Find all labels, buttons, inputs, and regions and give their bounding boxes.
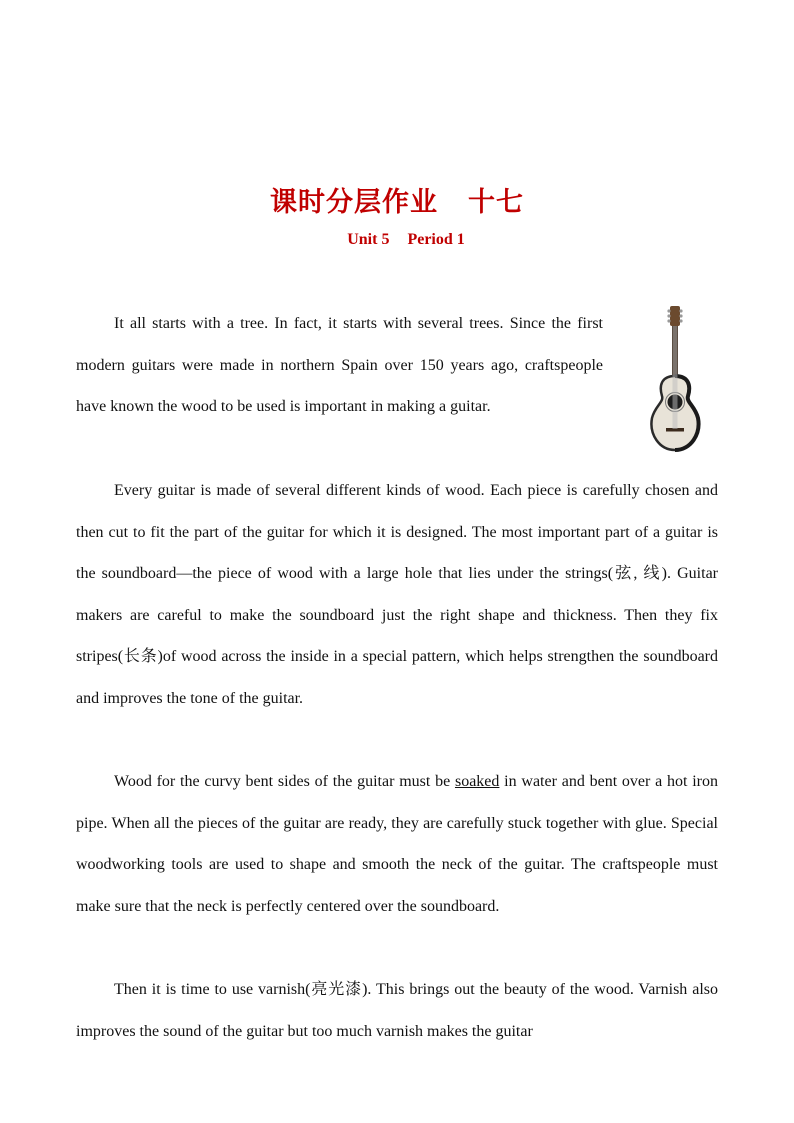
- guitar-icon: [643, 304, 707, 452]
- title-main: 课时分层作业: [270, 187, 438, 218]
- subtitle-period: Period 1: [407, 231, 465, 248]
- underlined-word: soaked: [454, 773, 500, 790]
- paragraph-4: Then it is time to use varnish(亮光漆). This brings out the beauty of the wood. Varnish also improves the sound of the guitar but too much varnish makes the guitar: [76, 981, 718, 1040]
- paragraph-2: Every guitar is made of several different kinds of wood. Each piece is carefully chosen and then cut to fit the part of the guitar for which it is designed. The most important part of a guitar is the soundboard—the piece of wood with a large hole that lies under the strings(弦, 线). Guitar makers are careful to make the soundboard just the right shape and thickness. Then they fix stripes(长条)of wood across the inside in a special pattern, which helps strengthen the soundboard and improves the tone of the guitar.: [76, 482, 718, 707]
- paragraph-1: It all starts with a tree. In fact, it starts with several trees. Since the first modern guitars were made in northern Spain over 150 years ago, craftspeople have known the wood to be used is important in making a guitar.: [76, 315, 603, 416]
- paragraph-3-end: in water and bent over a hot iron pipe. When all the pieces of the guitar are ready, they are carefully stuck together with glue. Special woodworking tools are used to shape and smooth the neck of the guitar. The craftspeople must make sure that the neck is perfectly centered over the soundboard.: [76, 773, 718, 915]
- paragraph-3: [76, 761, 718, 927]
- page-subtitle: [0, 231, 794, 249]
- paragraph-3-start: Wood for the curvy bent sides of the guitar must be: [114, 773, 455, 790]
- page-title: [0, 180, 794, 219]
- subtitle-unit: Unit 5: [347, 231, 390, 248]
- title-number: 十七: [468, 187, 524, 218]
